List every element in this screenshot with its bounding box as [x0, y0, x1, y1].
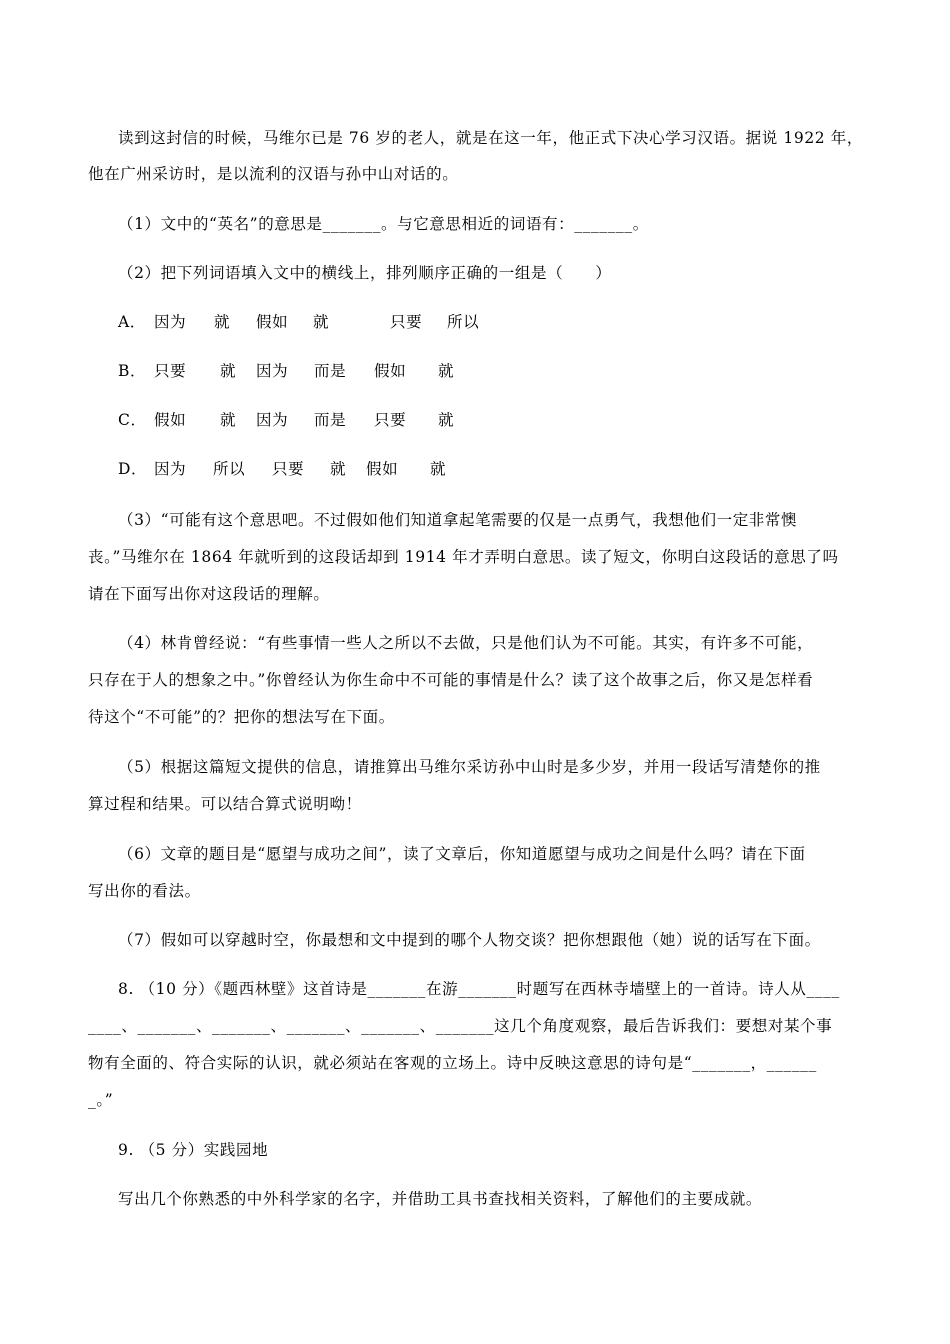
- question-4-line-1: （4）林肯曾经说：“有些事情一些人之所以不去做，只是他们认为不可能。其实，有许多不可能，: [118, 634, 814, 652]
- option-a: [118, 311, 479, 333]
- option-word: 就: [438, 362, 455, 380]
- option-word: 假如: [256, 313, 289, 331]
- option-word: 就: [330, 460, 347, 478]
- intro-line-1: 读到这封信的时候，马维尔已是 76 岁的老人，就是在这一年，他正式下决心学习汉语。据说 1922 年，: [118, 129, 863, 147]
- question-8-line-1: 8. （10 分）《题西林壁》这首诗是_______在游_______时题写在西林寺墙壁上的一首诗。诗人从____: [118, 980, 840, 998]
- question-4-line-2: 只存在于人的想象之中。”你曾经认为你生命中不可能的事情是什么？读了这个故事之后，你又是怎样看: [88, 671, 814, 689]
- option-word: 因为: [154, 313, 187, 331]
- option-word: 因为: [256, 362, 289, 380]
- option-d-letter: D．: [118, 460, 148, 478]
- question-4-line-3: 待这个“不可能”的？把你的想法写在下面。: [88, 708, 395, 726]
- option-b: [118, 360, 454, 382]
- option-word: 就: [220, 411, 237, 429]
- option-word: 所以: [213, 460, 246, 478]
- option-word: 因为: [154, 460, 187, 478]
- option-word: 假如: [374, 362, 407, 380]
- question-1: （1）文中的“英名”的意思是_______。与它意思相近的词语有：_______。: [118, 215, 649, 233]
- option-word: 只要: [374, 411, 407, 429]
- question-3-line-2: 丧。”马维尔在 1864 年就听到的这段话却到 1914 年才弄明白意思。读了短文，你明白这段话的意思了吗: [88, 548, 839, 566]
- option-word: 而是: [314, 362, 347, 380]
- option-word: 就: [220, 362, 237, 380]
- option-word: 就: [214, 313, 231, 331]
- option-word: 所以: [447, 313, 480, 331]
- question-2: （2）把下列词语填入文中的横线上，排列顺序正确的一组是（ ）: [118, 264, 612, 282]
- question-8-line-4: _。”: [88, 1091, 114, 1109]
- option-c-letter: C．: [118, 411, 147, 429]
- question-9-body: 写出几个你熟悉的中外科学家的名字，并借助工具书查找相关资料，了解他们的主要成就。: [118, 1190, 763, 1208]
- question-8-line-3: 物有全面的、符合实际的认识，就必须站在客观的立场上。诗中反映这意思的诗句是“_______，______: [88, 1054, 817, 1072]
- option-word: 假如: [366, 460, 399, 478]
- option-word: 只要: [272, 460, 305, 478]
- question-6-line-2: 写出你的看法。: [88, 882, 201, 900]
- option-word: 就: [313, 313, 330, 331]
- option-word: 就: [430, 460, 447, 478]
- question-7: （7）假如可以穿越时空，你最想和文中提到的哪个人物交谈？把你想跟他（她）说的话写在下面。: [118, 931, 821, 949]
- question-5-line-1: （5）根据这篇短文提供的信息，请推算出马维尔采访孙中山时是多少岁，并用一段话写清楚你的推: [118, 758, 821, 776]
- option-word: 就: [438, 411, 455, 429]
- option-b-letter: B．: [118, 362, 147, 380]
- option-word: 只要: [154, 362, 187, 380]
- option-word: 假如: [154, 411, 187, 429]
- question-3-line-3: 请在下面写出你对这段话的理解。: [88, 585, 330, 603]
- question-8-line-2: ____、_______、_______、_______、_______、_______这几个角度观察，最后告诉我们：要想对某个事: [88, 1017, 833, 1035]
- question-9-title: 9. （5 分）实践园地: [118, 1141, 269, 1159]
- option-word: 而是: [314, 411, 347, 429]
- option-word: 因为: [256, 411, 289, 429]
- question-3-line-1: （3）“可能有这个意思吧。不过假如他们知道拿起笔需要的仅是一点勇气，我想他们一定非常懊: [118, 511, 798, 529]
- question-5-line-2: 算过程和结果。可以结合算式说明呦！: [88, 795, 362, 813]
- option-word: 只要: [390, 313, 423, 331]
- question-6-line-1: （6）文章的题目是“愿望与成功之间”，读了文章后，你知道愿望与成功之间是什么吗？请在下面: [118, 845, 806, 863]
- option-d: [118, 458, 446, 480]
- option-c: [118, 409, 454, 431]
- intro-line-2: 他在广州采访时，是以流利的汉语与孙中山对话的。: [88, 165, 459, 183]
- option-a-letter: A．: [118, 313, 146, 331]
